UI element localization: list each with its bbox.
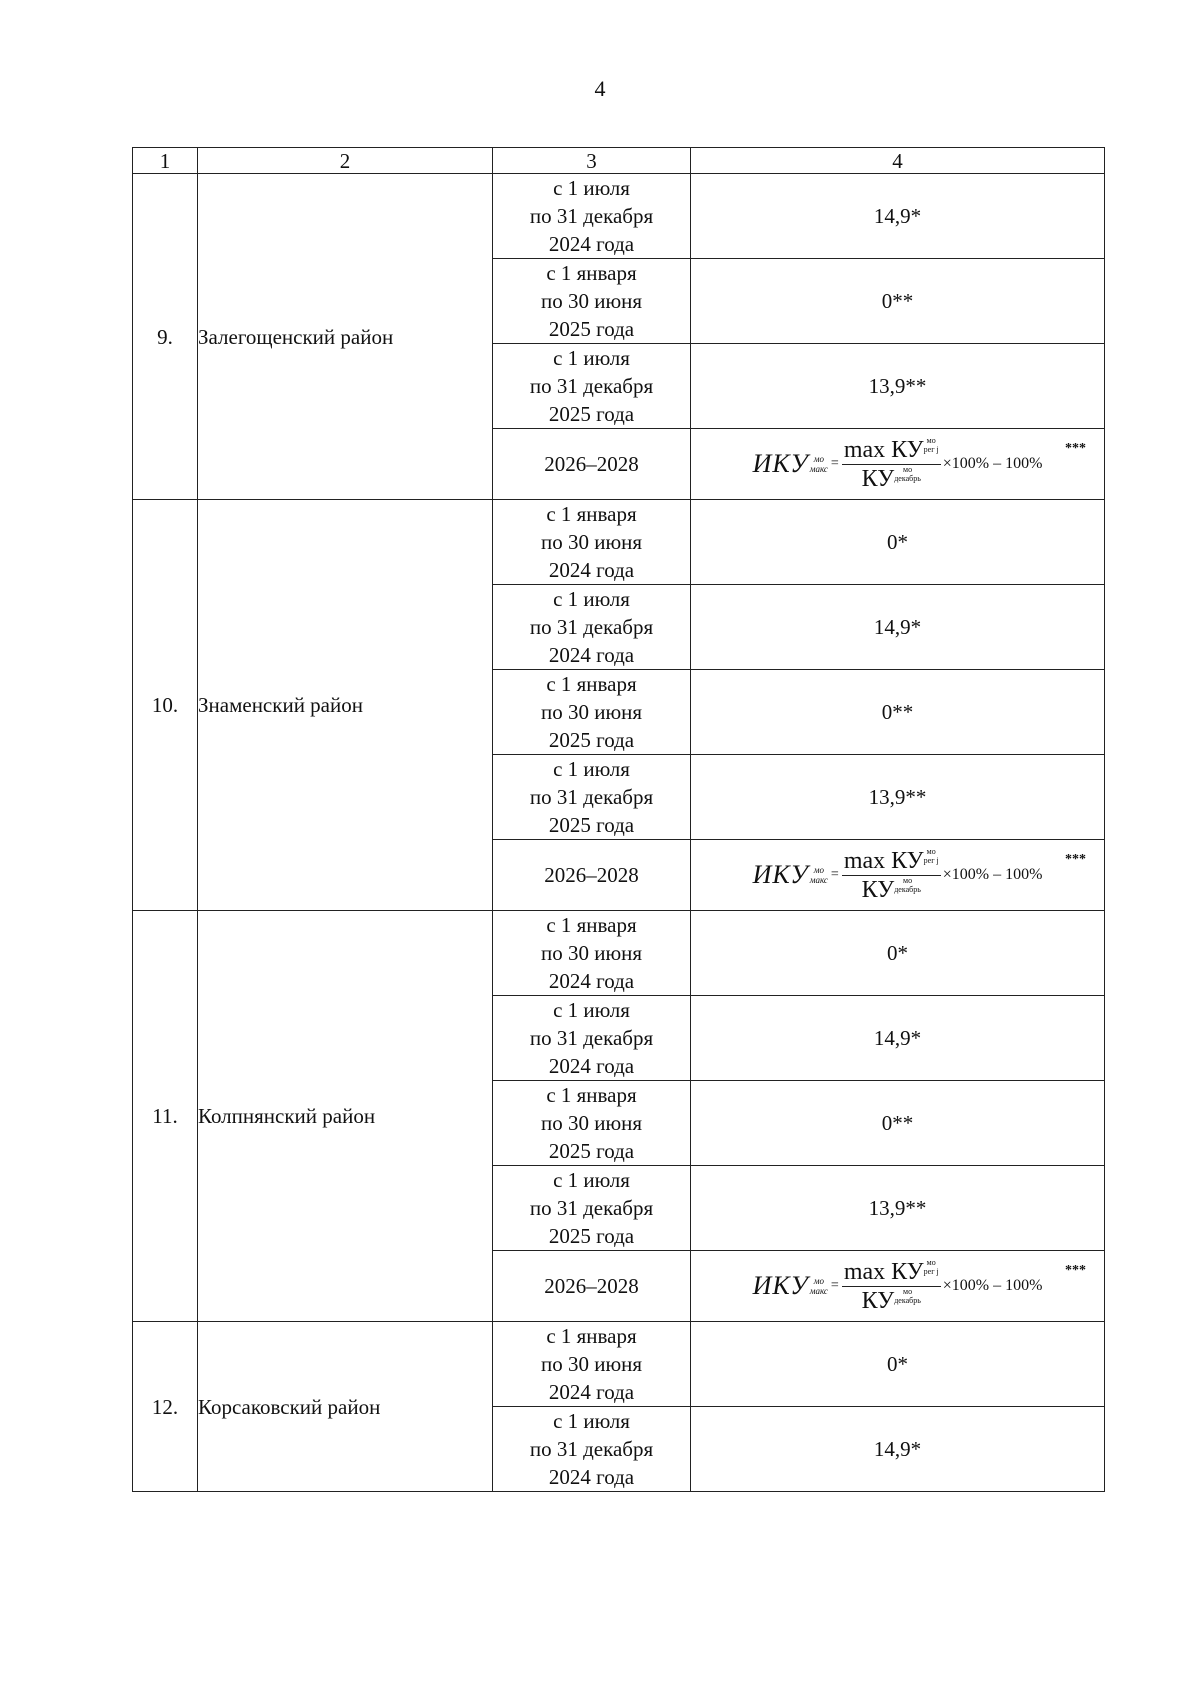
period-cell [493,500,691,585]
page-number: 4 [594,76,606,101]
formula-lhs: ИКУ [752,1271,809,1300]
period-line: 2025 года [548,728,635,752]
formula [691,1251,1104,1321]
formula-den-sup: мо [903,875,913,885]
formula-cell [691,429,1105,500]
formula-num-index [924,847,939,865]
formula-num-sup: мо [926,435,936,445]
formula [691,840,1104,910]
period-line: с 1 января [546,1324,637,1348]
formula [691,429,1104,499]
formula-num-index [924,1258,939,1276]
period-line: по 30 июня [540,1111,643,1135]
formula-den-sub: декабрь [894,884,921,894]
period-line: по 31 декабря [529,1026,654,1050]
formula-lhs-sub: макс [809,464,828,474]
period-cell [493,670,691,755]
formula-den-sub: декабрь [894,1295,921,1305]
district-name: Знаменский район [198,500,493,911]
row-number: 10. [133,500,198,911]
formula-den-index [894,876,921,894]
period-line: по 30 июня [540,530,643,554]
formula-num-sub: рег j [923,1266,939,1276]
period-line: по 31 декабря [529,204,654,228]
table-row [133,1322,1105,1407]
formula-den-index [894,1287,921,1305]
period-cell [493,911,691,996]
formula-lhs-index [810,1276,828,1296]
formula-footnote-mark: *** [1065,852,1086,867]
value-cell: 13,9** [691,1166,1105,1251]
period-line: 2025 года [548,1139,635,1163]
period-line: 2024 года [548,1054,635,1078]
row-number: 11. [133,911,198,1322]
formula-cell [691,1251,1105,1322]
formula-equals: = [830,456,839,471]
value-cell: 14,9* [691,585,1105,670]
formula-numerator [842,436,941,465]
period-line: по 31 декабря [529,1437,654,1461]
period-line: по 30 июня [540,289,643,313]
table-header-row [133,148,1105,174]
formula-lhs-index [810,865,828,885]
period-line: с 1 января [546,502,637,526]
formula-footnote-mark: *** [1065,441,1086,456]
period-cell [493,1166,691,1251]
header-cell: 2 [198,148,493,174]
period-line: по 31 декабря [529,785,654,809]
period-cell [493,840,691,911]
period-line: с 1 января [546,1083,637,1107]
period-line: 2024 года [548,643,635,667]
formula-denominator [862,465,921,493]
value-cell: 0** [691,259,1105,344]
formula-numerator [842,847,941,876]
period-line: с 1 января [546,261,637,285]
header-cell: 1 [133,148,198,174]
header-cell: 4 [691,148,1105,174]
table-row [133,500,1105,585]
formula-fraction [842,847,941,904]
period-line: по 30 июня [540,700,643,724]
formula-lhs: ИКУ [752,449,809,478]
value-cell: 0** [691,670,1105,755]
formula-den-sup: мо [903,1286,913,1296]
table-row [133,911,1105,996]
formula-num-sup: мо [926,1257,936,1267]
formula-num-text: max КУ [843,1258,924,1285]
value-cell: 14,9* [691,174,1105,259]
value-cell: 13,9** [691,344,1105,429]
formula-equals: = [830,1278,839,1293]
table-body [133,148,1105,1492]
period-line: по 30 июня [540,941,643,965]
period-cell [493,344,691,429]
period-line: по 30 июня [540,1352,643,1376]
formula-fraction [842,436,941,493]
period-line: по 31 декабря [529,615,654,639]
value-cell: 0** [691,1081,1105,1166]
formula-fraction [842,1258,941,1315]
period-line: по 31 декабря [529,374,654,398]
formula-den-index [894,465,921,483]
formula-lhs: ИКУ [752,860,809,889]
formula-cell [691,840,1105,911]
period-cell [493,585,691,670]
formula-rest: ×100% – 100% [942,455,1043,472]
period-line: 2026–2028 [544,863,639,887]
formula-lhs-index [810,454,828,474]
period-line: 2024 года [548,1465,635,1489]
period-cell [493,1251,691,1322]
period-cell [493,1081,691,1166]
formula-num-text: max КУ [843,436,924,463]
formula-footnote-mark: *** [1065,1263,1086,1278]
formula-denominator [862,876,921,904]
value-cell: 0* [691,911,1105,996]
period-cell [493,174,691,259]
period-cell [493,429,691,500]
period-line: с 1 июля [553,1168,630,1192]
period-line: 2026–2028 [544,1274,639,1298]
value-cell: 14,9* [691,996,1105,1081]
period-line: 2024 года [548,969,635,993]
period-line: с 1 января [546,913,637,937]
formula-den-text: КУ [861,876,895,903]
period-line: по 31 декабря [529,1196,654,1220]
period-line: с 1 июля [553,1409,630,1433]
period-line: 2025 года [548,1224,635,1248]
formula-lhs-sup: мо [813,454,824,464]
formula-num-index [924,436,939,454]
formula-equals: = [830,867,839,882]
period-line: 2025 года [548,813,635,837]
formula-lhs-sub: макс [809,1286,828,1296]
period-line: 2024 года [548,232,635,256]
formula-numerator [842,1258,941,1287]
value-cell: 0* [691,1322,1105,1407]
period-line: 2024 года [548,558,635,582]
district-name: Залегощенский район [198,174,493,500]
row-number: 12. [133,1322,198,1492]
period-line: 2024 года [548,1380,635,1404]
formula-lhs-sup: мо [813,865,824,875]
period-cell [493,1322,691,1407]
period-line: с 1 июля [553,757,630,781]
period-line: с 1 января [546,672,637,696]
period-line: 2026–2028 [544,452,639,476]
period-line: с 1 июля [553,587,630,611]
formula-lhs-sup: мо [813,1276,824,1286]
row-number: 9. [133,174,198,500]
period-line: 2025 года [548,317,635,341]
formula-lhs-sub: макс [809,875,828,885]
formula-den-sup: мо [903,464,913,474]
period-line: с 1 июля [553,176,630,200]
value-cell: 14,9* [691,1407,1105,1492]
tariff-table [132,147,1105,1492]
formula-den-sub: декабрь [894,473,921,483]
formula-den-text: КУ [861,465,895,492]
value-cell: 13,9** [691,755,1105,840]
formula-num-text: max КУ [843,847,924,874]
formula-num-sub: рег j [923,444,939,454]
header-cell: 3 [493,148,691,174]
period-line: с 1 июля [553,998,630,1022]
period-cell [493,259,691,344]
period-cell [493,996,691,1081]
formula-num-sub: рег j [923,855,939,865]
formula-rest: ×100% – 100% [942,866,1043,883]
table-row [133,174,1105,259]
district-name: Колпнянский район [198,911,493,1322]
value-cell: 0* [691,500,1105,585]
period-line: 2025 года [548,402,635,426]
period-cell [493,755,691,840]
formula-num-sup: мо [926,846,936,856]
formula-den-text: КУ [861,1287,895,1314]
formula-denominator [862,1287,921,1315]
period-cell [493,1407,691,1492]
formula-rest: ×100% – 100% [942,1277,1043,1294]
district-name: Корсаковский район [198,1322,493,1492]
period-line: с 1 июля [553,346,630,370]
